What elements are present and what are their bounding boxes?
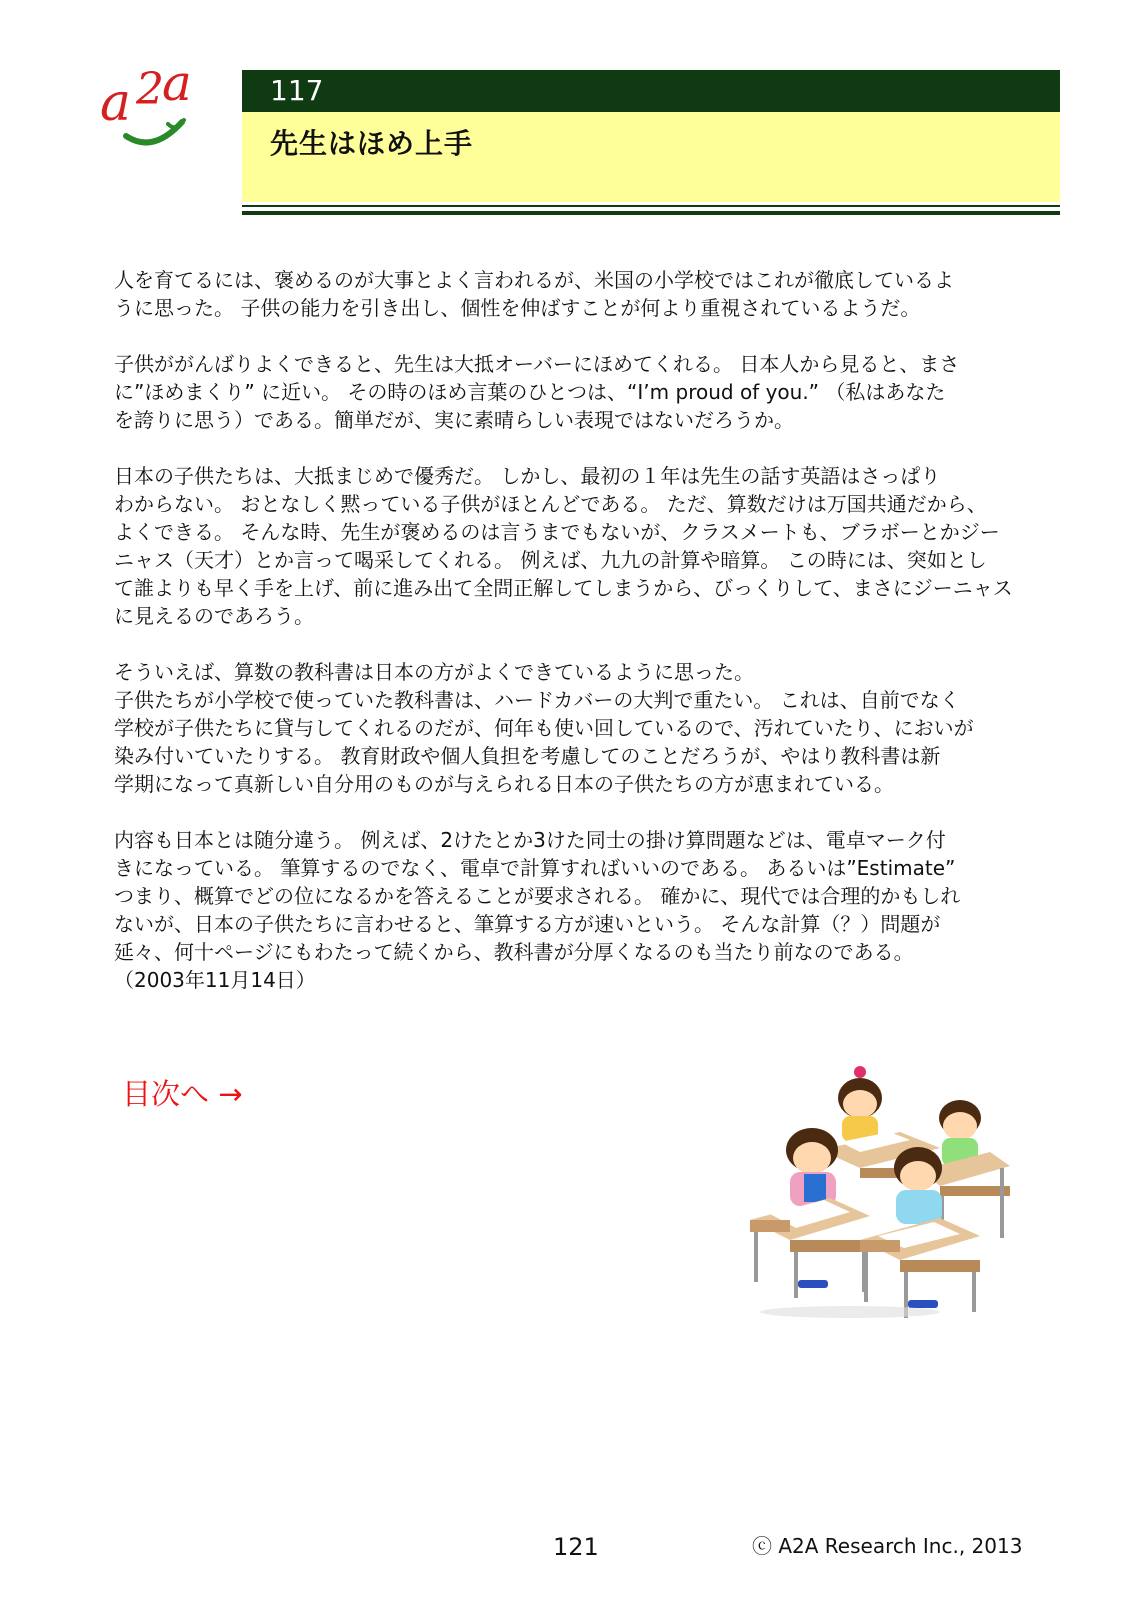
date-line: （2003年11月14日） <box>114 968 316 992</box>
paragraph-1: 人を育てるには、褒めるのが大事とよく言われるが、米国の小学校ではこれが徹底しているよ うに思った。 子供の能力を引き出し、個性を伸ばすことが何より重視されているようだ。 <box>114 268 954 320</box>
article-body <box>114 266 1059 1022</box>
paragraph-5: 内容も日本とは随分違う。 例えば、2けたとか3けた同士の掛け算問題などは、電卓マーク付 きになっている。 筆算するのでなく、電卓で計算すればいいのである。 あるいは”Estimate” つまり、概算でどの位になるかを答えることが要求される。 確かに、現代では合理的かもしれ ないが、日本の子供たちに言わせると、筆算する方が速いという。 そんな計算（？）問題が 延々、何十ページにもわたって続くから、教科書が分厚くなるのも当たり前なのである。 <box>114 828 961 964</box>
paragraph-4: そういえば、算数の教科書は日本の方がよくできているように思った。 子供たちが小学校で使っていた教科書は、ハードカバーの大判で重たい。 これは、自前でなく 学校が子供たちに貸与してくれるのだが、何年も使い回しているので、汚れていたり、においが 染み付いていたりする。 教育財政や個人負担を考慮してのことだろうが、やはり教科書は新 学期になって真新しい自分用のものが与えられる日本の子供たちの方が恵まれている。 <box>114 660 974 796</box>
chapter-number: 117 <box>270 74 324 107</box>
paragraph-2: 子供ががんばりよくできると、先生は大抵オーバーにほめてくれる。 日本人から見ると、まさ に”ほめまくり” に近い。 その時のほめ言葉のひとつは、“I’m proud of you.” （私はあなた を誇りに思う）である。簡単だが、実に素晴らしい表現ではないだろうか。 <box>114 352 960 432</box>
chapter-title: 先生はほめ上手 <box>270 127 474 160</box>
chapter-header <box>242 70 1060 202</box>
a2a-logo-icon <box>98 62 210 156</box>
paragraph-3: 日本の子供たちは、大抵まじめで優秀だ。 しかし、最初の１年は先生の話す英語はさっぱり わからない。 おとなしく黙っている子供がほとんどである。 ただ、算数だけは万国共通だから、 よくできる。 そんな時、先生が褒めるのは言うまでもないが、クラスメートも、ブラボーとかジー ニャス（天才）とか言って喝采してくれる。 例えば、九九の計算や暗算。 この時には、突如とし て誰よりも早く手を上げ、前に進み出て全問正解してしまうから、びっくりして、まさにジーニャス に見えるのであろう。 <box>114 464 1013 628</box>
copyright: ⓒ A2A Research Inc., 2013 <box>752 1534 1023 1558</box>
header-divider <box>242 205 1060 207</box>
header-divider-thick <box>242 211 1060 215</box>
toc-link[interactable]: 目次へ → <box>122 1077 243 1111</box>
header-bar <box>242 70 1060 112</box>
svg-text:a: a <box>162 62 192 112</box>
page-number: 121 <box>553 1533 599 1561</box>
classroom-children-icon <box>750 1050 1040 1320</box>
svg-text:2: 2 <box>136 64 164 115</box>
svg-text:a: a <box>100 73 132 133</box>
